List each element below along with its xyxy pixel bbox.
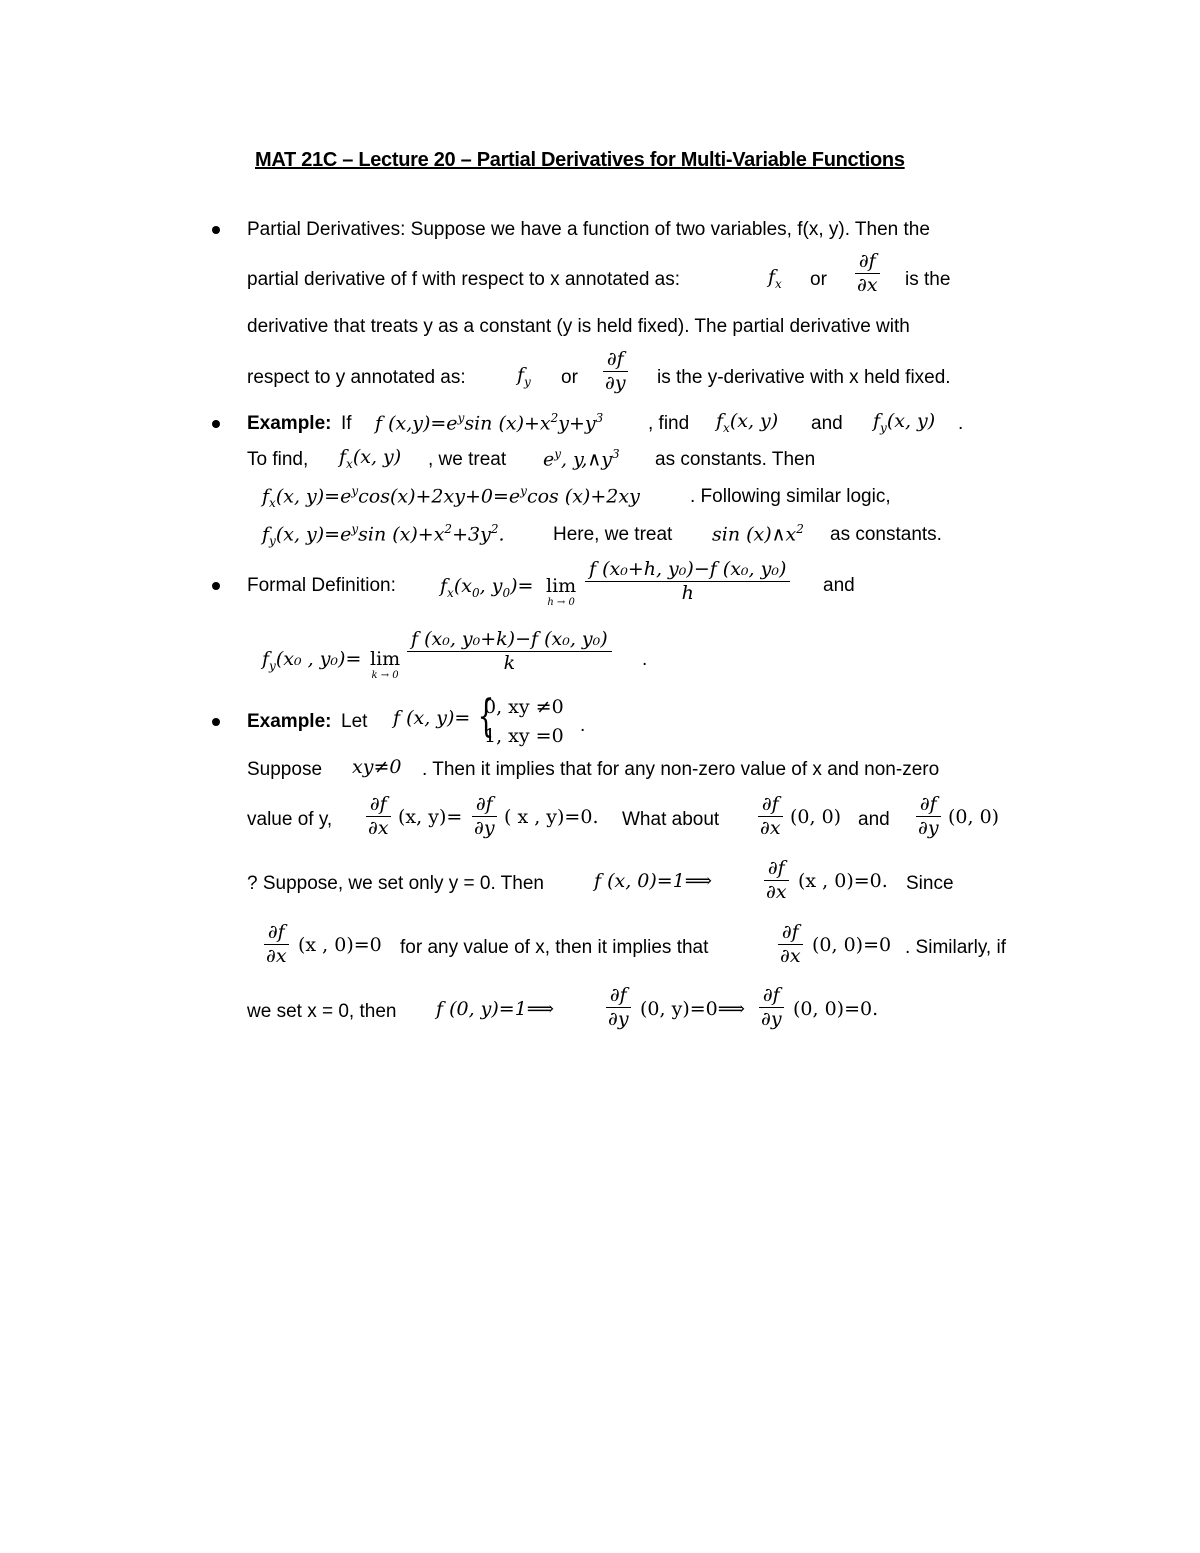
s4-s5-pdy: $\frac{\partial f}{\partial y}$ (608, 984, 629, 1030)
s2-tf-fx: $f_x(x$, y) (339, 446, 402, 471)
s4-wa-arg: (0, 0) (790, 806, 842, 828)
s2-label: Example: (247, 413, 332, 434)
s4-suppose2: ? Suppose, we set only y = 0. Then (247, 873, 544, 894)
s4-s4-pdx: $\frac{\partial f}{\partial x}$ (780, 921, 801, 967)
s4-since: Since (906, 873, 954, 894)
s3-dot: . (642, 649, 648, 670)
dfdx-fraction: $\frac{\partial f}{\partial x}$ (857, 250, 878, 296)
s1-or2: or (561, 367, 578, 388)
s4-fx0: f (x, 0)=1⟹ (594, 870, 713, 892)
s3-lim-h: lim h → 0 (546, 575, 577, 608)
s3-label: Formal Definition: (247, 575, 396, 596)
s3-fraction-k: $\frac{\text{f (x₀, y₀+k)−f (x₀, y₀)}}{k}$ (409, 630, 610, 673)
s4-similarly: . Similarly, if (905, 937, 1006, 958)
s4-case2: 1, xy =0 (484, 725, 564, 747)
s4-wa-pdy: $\frac{\partial f}{\partial y}$ (918, 793, 939, 839)
s4-s3-pdx: $\frac{\partial f}{\partial x}$ (266, 921, 287, 967)
s3-fx-lhs: $f_x(x_0$, $y_0)=$ (440, 575, 534, 600)
s4-brace: { (477, 691, 495, 742)
bullet-2 (212, 420, 220, 428)
s4-f0y: f (0, y)=1⟹ (436, 998, 555, 1020)
s4-suppose: Suppose (247, 759, 323, 780)
s4-s4-arg: (0, 0)=0 (812, 934, 892, 956)
s4-eq-a: (x, y)= (398, 806, 463, 828)
s2-tofind: To find, (247, 449, 309, 470)
s3-lim-k: lim k → 0 (370, 648, 401, 681)
s4-s2-arg: (x , 0)=0. (798, 870, 888, 892)
s2-find: , find (648, 413, 690, 434)
s1-line2b: is the (905, 269, 951, 290)
s2-wetreat: , we treat (428, 449, 507, 470)
s4-let: Let (341, 711, 368, 732)
s4-pdx: $\frac{\partial f}{\partial x}$ (368, 793, 389, 839)
page-title: MAT 21C – Lecture 20 – Partial Derivatives for Multi-Variable Functions (255, 149, 905, 171)
s1-line2a: partial derivative of f with respect to x annotated as: (247, 269, 681, 290)
s2-eq1: $f_x(x$, $y)=e^y\cos(x)+2xy+0=e^y\cos$ (x)+2xy (262, 484, 640, 511)
s2-herewe: Here, we treat (553, 524, 673, 545)
s4-pdy: $\frac{\partial f}{\partial y}$ (474, 793, 495, 839)
s1-line4a: respect to y annotated as: (247, 367, 466, 388)
s4-s3-arg: (x , 0)=0 (298, 934, 382, 956)
s4-valueofy: value of y, (247, 809, 333, 830)
fx-notation: $f_x$ (768, 266, 782, 291)
s1-line1: Partial Derivatives: Suppose we have a function of two variables, f(x, y). Then the (247, 219, 930, 240)
s4-xyne0: xy≠0 (352, 756, 402, 778)
s4-case1: 0, xy ≠0 (484, 696, 564, 718)
s2-consts: $e^y$, $y,\wedge y^3$ (543, 447, 620, 471)
s2-dot: . (958, 413, 964, 434)
s3-fraction-h: $\frac{\text{f (x₀+h, y₀)−f (x₀, y₀)}}{h}$ (587, 560, 788, 603)
s4-eq-b: ( x , y)=0. (504, 806, 599, 828)
s1-line3: derivative that treats y as a constant (y is held fixed). The partial derivative with (247, 316, 910, 337)
s4-dot: . (580, 715, 586, 736)
dfdy-fraction: $\frac{\partial f}{\partial y}$ (605, 348, 626, 394)
s2-following: . Following similar logic, (690, 486, 891, 507)
s2-treat-expr: $\sin (x)\wedge x^2$ (712, 522, 804, 546)
s4-then-implies: . Then it implies that for any non-zero value of x and non-zero (422, 759, 940, 780)
bullet-3 (212, 582, 220, 590)
s4-s6-arg: (0, 0)=0. (793, 998, 879, 1020)
s3-and: and (823, 575, 855, 596)
s4-func: f (x, y)= (393, 707, 471, 729)
s4-anyx: for any value of x, then it implies that (400, 937, 709, 958)
s4-wa-arg2: (0, 0) (948, 806, 1000, 828)
s2-function: f $(x,y)=e^y\sin$ $(x)+x^2y+y^3$ (375, 411, 604, 435)
s2-asconst2: as constants. (830, 524, 942, 545)
s2-eq2: $f_y(x$, $y)=e^y\sin$ $(x)+x^2+3y^2$. (262, 522, 505, 549)
s3-fy-lhs: $f_y(x_0$ , y₀)= (262, 648, 362, 673)
s4-label: Example: (247, 711, 332, 732)
bullet-1 (212, 226, 220, 234)
s2-and: and (811, 413, 843, 434)
s4-s5-arg: (0, y)=0⟹ (640, 998, 745, 1020)
s2-fy: $f_y(x$, y) (873, 410, 936, 435)
bullet-4 (212, 718, 220, 726)
s1-or1: or (810, 269, 827, 290)
fy-notation: $f_y$ (517, 364, 531, 389)
s2-fx: $f_x(x$, y) (716, 410, 779, 435)
s4-wa-pdx: $\frac{\partial f}{\partial x}$ (760, 793, 781, 839)
s4-and: and (858, 809, 890, 830)
s4-s2-pdx: $\frac{\partial f}{\partial x}$ (766, 857, 787, 903)
s4-whatabout: What about (622, 809, 720, 830)
s1-line4b: is the y-derivative with x held fixed. (657, 367, 951, 388)
s4-weset: we set x = 0, then (247, 1001, 397, 1022)
s2-if: If (341, 413, 352, 434)
s4-s6-pdy: $\frac{\partial f}{\partial y}$ (761, 984, 782, 1030)
s2-asconst: as constants. Then (655, 449, 816, 470)
